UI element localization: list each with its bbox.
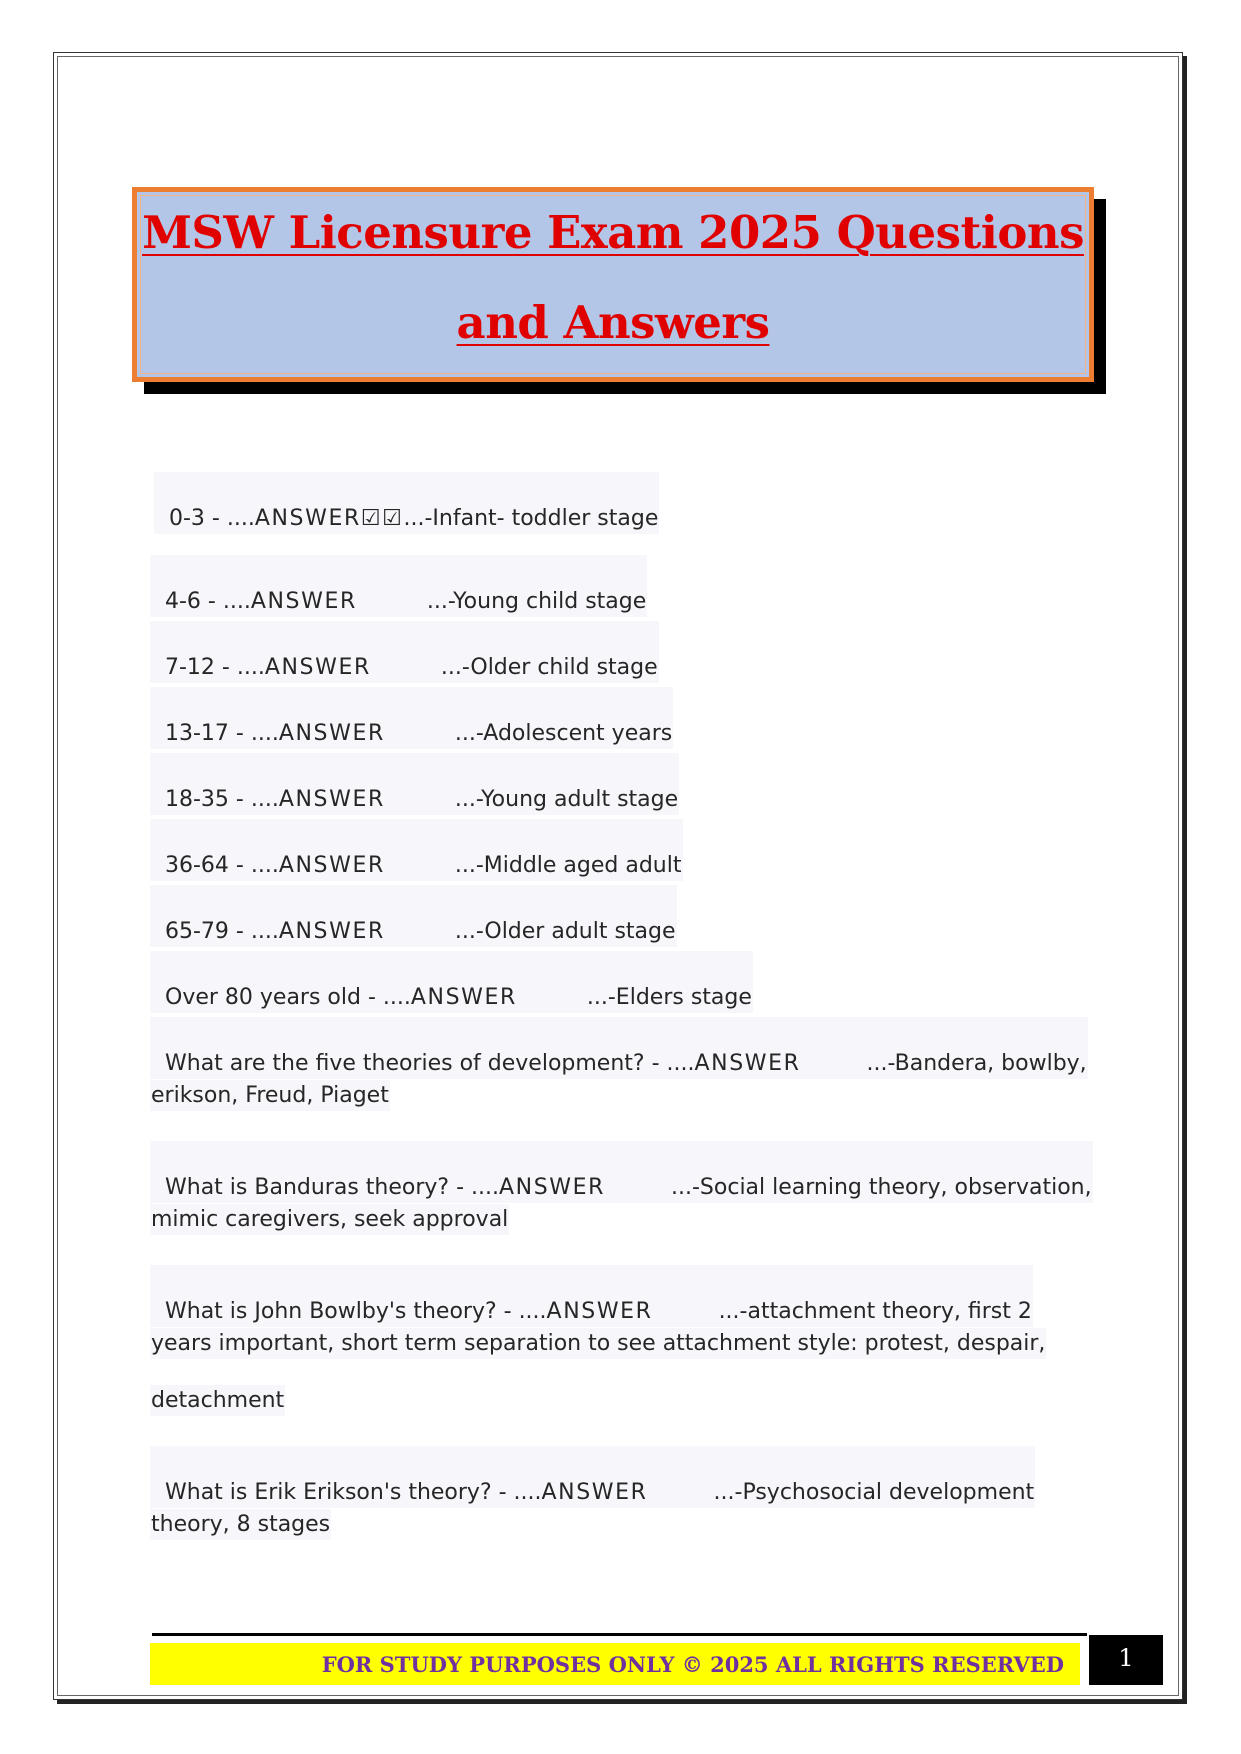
footer-bar bbox=[150, 1643, 1080, 1685]
qa-answer-marker: ANSWER bbox=[546, 1299, 653, 1324]
qa-item-9-continuation: erikson, Freud, Piaget bbox=[150, 1080, 390, 1111]
qa-question: 36-64 - .... bbox=[165, 853, 279, 878]
qa-answer-marker: ANSWER bbox=[264, 655, 371, 680]
qa-item-12 bbox=[150, 1446, 1035, 1508]
qa-question: What are the five theories of development? - .... bbox=[165, 1051, 695, 1076]
qa-item-11-continuation-2: detachment bbox=[150, 1385, 285, 1416]
qa-answer-marker: ANSWER bbox=[498, 1175, 605, 1200]
qa-item-6 bbox=[150, 819, 683, 881]
qa-item-1 bbox=[154, 472, 659, 534]
qa-question: What is John Bowlby's theory? - .... bbox=[165, 1299, 547, 1324]
qa-answer-marker: ANSWER bbox=[278, 919, 385, 944]
qa-item-4 bbox=[150, 687, 673, 749]
qa-answer-marker: ANSWER bbox=[278, 721, 385, 746]
qa-question: What is Banduras theory? - .... bbox=[165, 1175, 499, 1200]
qa-item-3 bbox=[150, 621, 659, 683]
qa-answer-marker: ANSWER bbox=[278, 787, 385, 812]
qa-question: 13-17 - .... bbox=[165, 721, 279, 746]
footer-text: FOR STUDY PURPOSES ONLY © 2025 ALL RIGHTS RESERVED bbox=[321, 1652, 1064, 1677]
qa-answer-marker: ANSWER bbox=[694, 1051, 801, 1076]
document-title-line-1: MSW Licensure Exam 2025 Questions bbox=[142, 206, 1084, 259]
qa-answer: ...-Bandera, bowlby, bbox=[866, 1051, 1087, 1076]
qa-question: 4-6 - .... bbox=[165, 589, 251, 614]
qa-answer-marker: ANSWER bbox=[250, 589, 357, 614]
qa-item-11 bbox=[150, 1265, 1033, 1327]
document-title-line-2: and Answers bbox=[456, 296, 770, 349]
qa-answer: ...-Social learning theory, observation, bbox=[671, 1175, 1092, 1200]
qa-answer-marker: ANSWER bbox=[410, 985, 517, 1010]
title-box bbox=[132, 187, 1094, 382]
qa-answer: ...-Older child stage bbox=[440, 655, 658, 680]
qa-item-5 bbox=[150, 753, 679, 815]
qa-answer: ...-Infant- toddler stage bbox=[403, 506, 659, 531]
qa-item-10 bbox=[150, 1141, 1093, 1203]
qa-question: Over 80 years old - .... bbox=[165, 985, 411, 1010]
qa-question: 0-3 - .... bbox=[169, 506, 255, 531]
qa-answer-marker: ANSWER bbox=[541, 1480, 648, 1505]
qa-answer: ...-Adolescent years bbox=[454, 721, 673, 746]
qa-item-9 bbox=[150, 1017, 1088, 1079]
qa-answer: ...-Elders stage bbox=[586, 985, 752, 1010]
qa-question: 18-35 - .... bbox=[165, 787, 279, 812]
qa-item-11-continuation-1: years important, short term separation to see attachment style: protest, despair, bbox=[150, 1328, 1046, 1359]
qa-answer: ...-attachment theory, first 2 bbox=[718, 1299, 1032, 1324]
qa-answer: ...-Older adult stage bbox=[454, 919, 676, 944]
qa-answer-marker: ANSWER bbox=[278, 853, 385, 878]
qa-item-2 bbox=[150, 555, 647, 617]
qa-question: What is Erik Erikson's theory? - .... bbox=[165, 1480, 542, 1505]
qa-item-7 bbox=[150, 885, 677, 947]
qa-question: 65-79 - .... bbox=[165, 919, 279, 944]
qa-item-10-continuation: mimic caregivers, seek approval bbox=[150, 1204, 509, 1235]
qa-question: 7-12 - .... bbox=[165, 655, 265, 680]
qa-answer-marker: ANSWER☑☑ bbox=[254, 506, 404, 531]
qa-answer: ...-Young child stage bbox=[426, 589, 647, 614]
qa-answer: ...-Middle aged adult bbox=[454, 853, 682, 878]
page-number: 1 bbox=[1089, 1635, 1163, 1685]
qa-answer: ...-Young adult stage bbox=[454, 787, 679, 812]
qa-item-8 bbox=[150, 951, 753, 1013]
qa-item-12-continuation: theory, 8 stages bbox=[150, 1509, 331, 1540]
footer-rule bbox=[152, 1633, 1087, 1636]
qa-answer: ...-Psychosocial development bbox=[713, 1480, 1035, 1505]
